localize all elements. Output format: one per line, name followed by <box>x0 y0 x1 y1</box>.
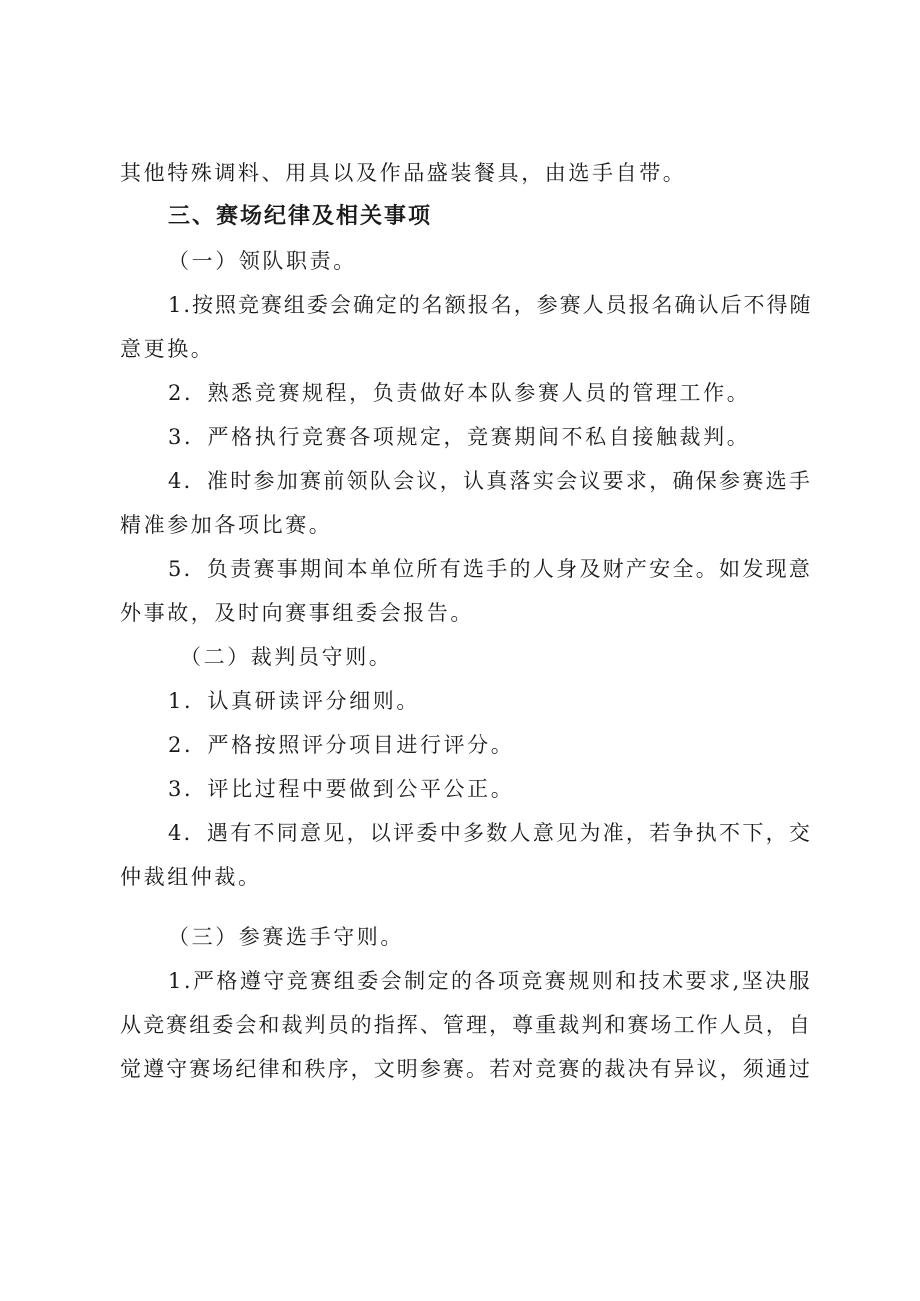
list-item: 1．认真研读评分细则。 <box>168 689 420 713</box>
list-item: 2．熟悉竞赛规程，负责做好本队参赛人员的管理工作。 <box>168 381 751 405</box>
body-text-line: 其他特殊调料、用具以及作品盛装餐具，由选手自带。 <box>120 161 687 185</box>
list-item-continuation: 觉遵守赛场纪律和秩序，文明参赛。若对竞赛的裁决有异议，须通过 <box>120 1057 812 1081</box>
list-item: 1.严格遵守竞赛组委会制定的各项竞赛规则和技术要求,坚决服 <box>168 969 813 993</box>
list-item: 2．严格按照评分项目进行评分。 <box>168 733 515 757</box>
list-item: 4．准时参加赛前领队会议，认真落实会议要求，确保参赛选手 <box>168 469 813 493</box>
subsection-heading: （一）领队职责。 <box>168 249 357 273</box>
list-item: 4．遇有不同意见，以评委中多数人意见为准，若争执不下，交 <box>168 821 813 845</box>
list-item: 3．评比过程中要做到公平公正。 <box>168 777 515 801</box>
subsection-heading: （二）裁判员守则。 <box>180 645 393 669</box>
list-item: 5．负责赛事期间本单位所有选手的人身及财产安全。如发现意 <box>168 557 813 581</box>
list-item: 1.按照竞赛组委会确定的名额报名，参赛人员报名确认后不得随 <box>168 293 813 317</box>
list-item-continuation: 仲裁组仲裁。 <box>120 865 262 889</box>
list-item-continuation: 意更换。 <box>120 337 215 361</box>
list-item-continuation: 外事故，及时向赛事组委会报告。 <box>120 601 474 625</box>
subsection-heading: （三）参赛选手守则。 <box>168 925 404 949</box>
section-heading: 三、赛场纪律及相关事项 <box>168 204 433 229</box>
list-item: 3．严格执行竞赛各项规定，竞赛期间不私自接触裁判。 <box>168 425 751 449</box>
list-item-continuation: 从竞赛组委会和裁判员的指挥、管理，尊重裁判和赛场工作人员，自 <box>120 1013 812 1037</box>
list-item-continuation: 精准参加各项比赛。 <box>120 513 333 537</box>
